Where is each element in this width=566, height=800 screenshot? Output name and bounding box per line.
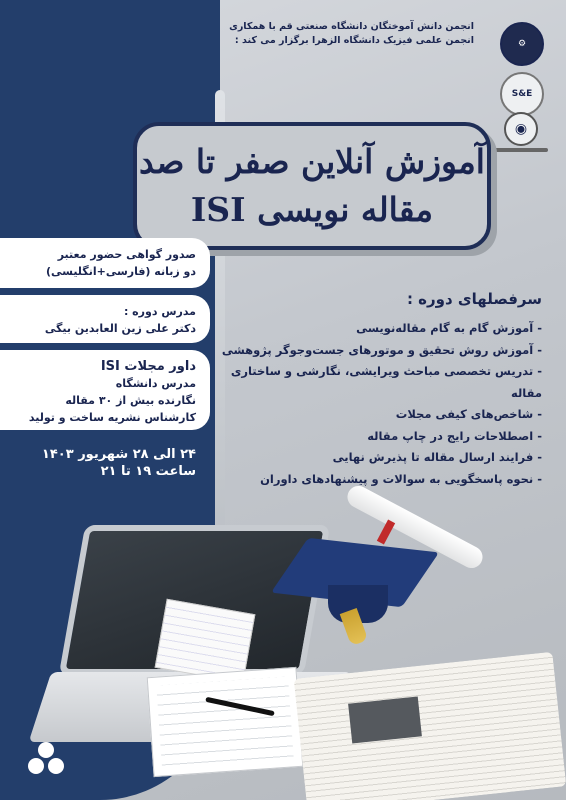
- syllabus-item: - تدریس تخصصی مباحث ویرایشی، نگارشی و ساختاری مقاله: [230, 364, 542, 400]
- university-logo-icon: ⚙: [500, 22, 544, 66]
- schedule-date: ۲۴ الی ۲۸ شهریور ۱۴۰۳: [41, 447, 196, 462]
- book-photo-illustration: [348, 696, 422, 743]
- organizer-header: [154, 20, 474, 48]
- bio-line-4: کارشناس نشریه ساخت و تولید: [28, 411, 196, 424]
- instructor-bio: [0, 350, 210, 430]
- syllabus-item: - آموزش گام به گام مقاله‌نویسی: [356, 321, 542, 335]
- certificate-line-2: دو زبانه (فارسی+انگلیسی): [45, 265, 196, 278]
- bio-line-1: داور مجلات ISI: [100, 359, 196, 374]
- bio-line-3: نگارنده بیش از ۳۰ مقاله: [65, 394, 196, 407]
- physics-association-logo-icon: ◉: [504, 112, 538, 146]
- syllabus-item: - اصطلاحات رایج در چاپ مقاله: [367, 428, 542, 443]
- certificate-line-1: صدور گواهی حضور معتبر: [57, 248, 196, 261]
- dot-icon: [38, 742, 54, 758]
- course-title-line-1: آموزش آنلاین صفر تا صد: [139, 142, 485, 181]
- diploma-ribbon-illustration: [377, 520, 395, 545]
- instructor-name: دکتر علی زین العابدین بیگی: [44, 322, 196, 335]
- dot-icon: [48, 758, 64, 774]
- course-title-line-2: مقاله نویسی ISI: [190, 190, 434, 229]
- organizer-line-1: انجمن دانش آموختگان دانشگاه صنعتی قم با همکاری: [229, 21, 474, 32]
- schedule-info: [0, 438, 210, 486]
- open-book-illustration: [294, 652, 566, 800]
- syllabus-item: - آموزش روش تحقیق و موتورهای جست‌وجوگر پژوهشی: [221, 342, 542, 357]
- se-logo-text: S&E: [511, 89, 533, 99]
- notebook-illustration: [147, 667, 304, 777]
- organizer-line-2: انجمن علمی فیزیک دانشگاه الزهرا برگزار می کند :: [234, 35, 474, 46]
- course-title-box: [133, 122, 491, 250]
- dot-icon: [28, 758, 44, 774]
- syllabus-title: سرفصلهای دوره :: [406, 290, 542, 308]
- instructor-label: مدرس دوره :: [123, 305, 196, 318]
- instructor-info: [0, 295, 210, 343]
- se-workshop-logo-icon: [500, 72, 544, 116]
- syllabus-item: - شاخص‌های کیفی مجلات: [395, 407, 542, 421]
- syllabus-item: - فرایند ارسال مقاله تا پذیرش نهایی: [332, 450, 542, 464]
- certificate-info: [0, 238, 210, 288]
- logo-caption: [488, 148, 548, 152]
- schedule-time: ساعت ۱۹ تا ۲۱: [100, 464, 196, 479]
- bio-line-2: مدرس دانشگاه: [115, 377, 196, 390]
- syllabus-section: [212, 290, 542, 490]
- syllabus-item: - نحوه پاسخگویی به سوالات و پیشنهادهای داوران: [260, 471, 542, 486]
